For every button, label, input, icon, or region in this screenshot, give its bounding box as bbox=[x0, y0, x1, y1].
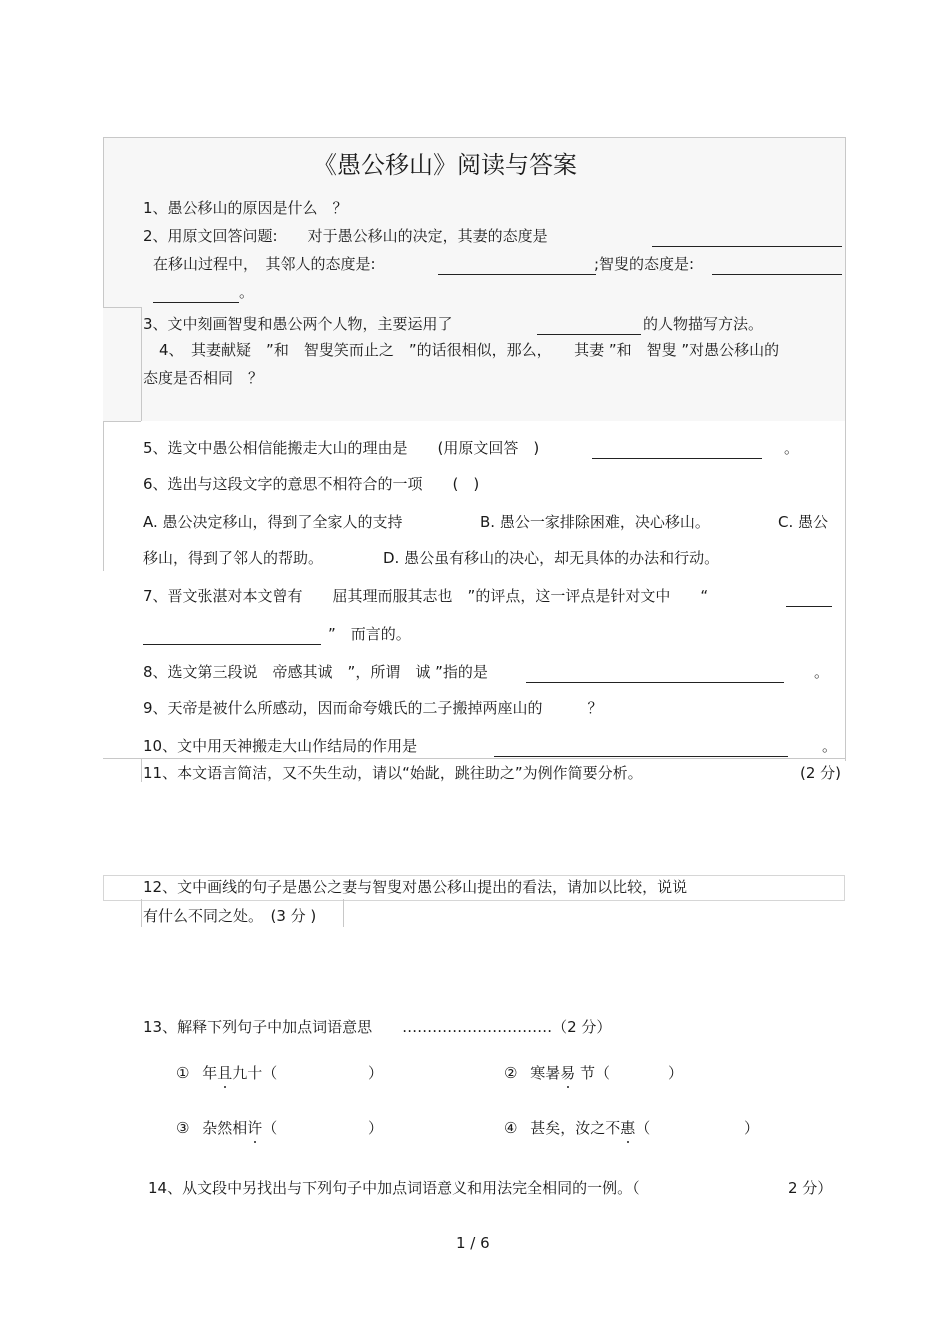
question-11: 11、本文语言简洁，又不失生动，请以“始龀，跳往助之”为例作简要分析。 bbox=[143, 764, 643, 782]
answer-blank-neighbor[interactable] bbox=[438, 260, 596, 275]
page-number: 1 / 6 bbox=[456, 1234, 490, 1252]
dotted-word: 惠 bbox=[620, 1119, 636, 1137]
question-2-line2b: ;智叟的态度是: bbox=[594, 255, 695, 273]
option-b: B. 愚公一家排除困难，决心移山。 bbox=[480, 513, 710, 531]
frame-right-line bbox=[845, 137, 846, 421]
answer-blank-q7-a[interactable] bbox=[786, 592, 832, 607]
question-4-line2: 态度是否相同 ？ bbox=[143, 369, 264, 387]
question-4-line1: 4、 其妻献疑 ”和 智叟笑而止之 ”的话很相似，那么， 其妻 ”和 智叟 ”对愚公移山的 bbox=[159, 341, 780, 359]
dotted-word: 且 bbox=[217, 1064, 233, 1082]
question-12-line2: 有什么不同之处。 (3 分 ) bbox=[143, 907, 317, 925]
question-6-stem: 6、选出与这段文字的意思不相符合的一项 ( ) bbox=[143, 475, 480, 493]
question-14: 14、从文段中另找出与下列句子中加点词语意义和用法完全相同的一例。（ bbox=[148, 1179, 640, 1197]
frame-top-line bbox=[103, 137, 845, 138]
frame-step-bottom bbox=[103, 421, 141, 422]
q13-item-1: ① 年且九十（ bbox=[176, 1064, 278, 1082]
question-3-b: 的人物描写方法。 bbox=[643, 315, 764, 333]
frame-left-line bbox=[103, 137, 104, 307]
frame-step-line bbox=[103, 307, 141, 308]
answer-blank-q2-end[interactable] bbox=[153, 288, 239, 303]
question-5-b: 。 bbox=[784, 439, 800, 457]
q13-item-1-close: ） bbox=[368, 1064, 384, 1082]
dotted-word: 许 bbox=[247, 1119, 263, 1137]
question-2-line1: 2、用原文回答问题: 对于愚公移山的决定，其妻的态度是 bbox=[143, 227, 548, 245]
answer-blank-q8[interactable] bbox=[526, 668, 784, 683]
answer-blank-q10[interactable] bbox=[494, 742, 788, 757]
page-title: 《愚公移山》阅读与答案 bbox=[313, 151, 577, 179]
question-8-a: 8、选文第三段说 帝感其诚 ”，所谓 诚 ”指的是 bbox=[143, 663, 488, 681]
question-5-a: 5、选文中愚公相信能搬走大山的理由是 (用原文回答 ) bbox=[143, 439, 540, 457]
question-14-score: 2 分） bbox=[788, 1179, 833, 1197]
item-number: ④ bbox=[504, 1119, 518, 1137]
question-3-a: 3、文中刻画智叟和愚公两个人物，主要运用了 bbox=[143, 315, 453, 333]
frame-mid-right bbox=[845, 421, 846, 761]
question-1: 1、愚公移山的原因是什么 ？ bbox=[143, 199, 348, 217]
q13-item-3: ③ 杂然相许（ bbox=[176, 1119, 278, 1137]
q13-item-3-close: ） bbox=[368, 1119, 384, 1137]
answer-blank-q5[interactable] bbox=[592, 444, 762, 459]
option-d: D. 愚公虽有移山的决心，却无具体的办法和行动。 bbox=[383, 549, 720, 567]
frame-q11-left bbox=[141, 758, 142, 782]
frame-q11-top bbox=[103, 758, 845, 759]
frame-step-vline bbox=[141, 307, 142, 421]
question-12-line1: 12、文中画线的句子是愚公之妻与智叟对愚公移山提出的看法，请加以比较，说说 bbox=[143, 878, 688, 896]
item-number: ② bbox=[504, 1064, 518, 1082]
question-10-b: 。 bbox=[822, 737, 838, 755]
answer-blank-wife[interactable] bbox=[652, 232, 842, 247]
q12-box-right bbox=[343, 899, 344, 927]
question-2-end: 。 bbox=[239, 283, 255, 301]
question-13-stem: 13、解释下列句子中加点词语意思 …………………………（2 分） bbox=[143, 1018, 612, 1036]
q13-item-2-close: ） bbox=[668, 1064, 684, 1082]
q13-item-2: ② 寒暑易 节（ bbox=[504, 1064, 611, 1082]
option-c-start: C. 愚公 bbox=[778, 513, 829, 531]
question-8-b: 。 bbox=[814, 663, 830, 681]
item-number: ① bbox=[176, 1064, 190, 1082]
dotted-word: 易 bbox=[560, 1064, 576, 1082]
option-c-end: 移山，得到了邻人的帮助。 bbox=[143, 549, 324, 567]
q13-item-4: ④ 甚矣，汝之不惠（ bbox=[504, 1119, 651, 1137]
answer-blank-zhisou[interactable] bbox=[712, 260, 842, 275]
question-11-score: (2 分) bbox=[800, 764, 842, 782]
answer-blank-q7-b[interactable] bbox=[143, 630, 321, 645]
question-2-line2a: 在移山过程中， 其邻人的态度是: bbox=[153, 255, 376, 273]
q13-item-4-close: ） bbox=[744, 1119, 760, 1137]
question-7-b: ” 而言的。 bbox=[328, 625, 411, 643]
option-a: A. 愚公决定移山，得到了全家人的支持 bbox=[143, 513, 403, 531]
q12-box-left bbox=[141, 899, 142, 927]
answer-blank-q3[interactable] bbox=[537, 320, 641, 335]
item-number: ③ bbox=[176, 1119, 190, 1137]
question-9: 9、天帝是被什么所感动，因而命夸娥氏的二子搬掉两座山的 ？ bbox=[143, 699, 603, 717]
question-10-a: 10、文中用天神搬走大山作结局的作用是 bbox=[143, 737, 418, 755]
frame-mid-left bbox=[103, 421, 104, 571]
question-7-a: 7、晋文张湛对本文曾有 屈其理而服其志也 ”的评点，这一评点是针对文中 “ bbox=[143, 587, 709, 605]
